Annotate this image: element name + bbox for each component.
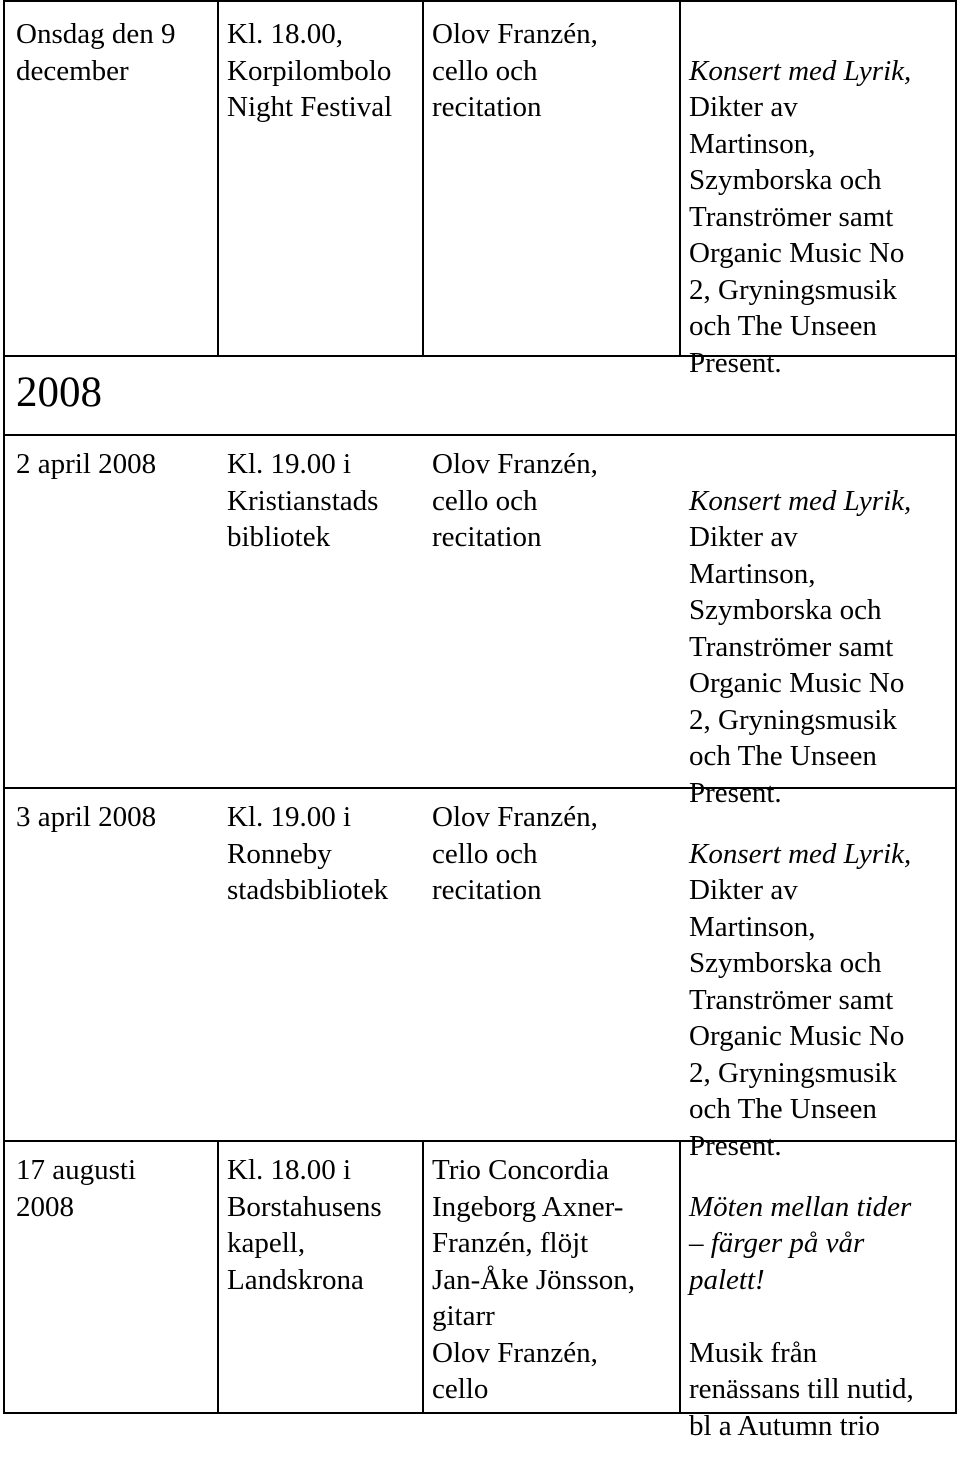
event-date: 17 augusti 2008: [16, 1154, 137, 1223]
event-program: [689, 799, 951, 1201]
column-divider: [422, 2, 424, 355]
column-divider: [422, 1140, 424, 1414]
event-performers: Olov Franzén, cello och recitation: [432, 18, 598, 123]
program-body: Dikter av Martinson, Szymborska och Tranströmer samt Organic Music No 2, Gryningsmusik och The Unseen Present.: [689, 521, 905, 809]
program-title: Konsert med Lyrik,: [689, 484, 912, 517]
program-body: Dikter av Martinson, Szymborska och Tranströmer samt Organic Music No 2, Gryningsmusik och The Unseen Present.: [689, 874, 905, 1162]
event-performers: Olov Franzén, cello och recitation: [432, 448, 598, 553]
row-divider: [5, 434, 955, 436]
concert-schedule-table: [3, 0, 957, 1442]
column-divider: [217, 2, 219, 355]
event-program: [689, 1152, 951, 1481]
column-divider: [217, 1140, 219, 1414]
event-time-place: Kl. 18.00 i Borstahusens kapell, Landskrona: [227, 1154, 382, 1296]
column-divider: [679, 1140, 681, 1414]
program-title: Möten mellan tider – färger på vår palett!: [689, 1190, 912, 1296]
year-heading: 2008: [16, 369, 102, 416]
event-performers: Trio Concordia Ingeborg Axner- Franzén, flöjt Jan-Åke Jönsson, gitarr Olov Franzén, cello: [432, 1154, 635, 1405]
column-divider: [679, 2, 681, 355]
program-body: Musik från renässans till nutid, bl a Autumn trio: [689, 1336, 914, 1442]
program-title: Konsert med Lyrik,: [689, 54, 912, 87]
event-date: 3 april 2008: [16, 801, 157, 833]
event-program: [689, 446, 951, 848]
event-time-place: Kl. 19.00 i Kristianstads bibliotek: [227, 448, 379, 553]
event-date: Onsdag den 9 december: [16, 18, 176, 87]
event-date: 2 april 2008: [16, 448, 157, 480]
event-time-place: Kl. 18.00, Korpilombolo Night Festival: [227, 18, 393, 123]
event-program: [689, 16, 951, 418]
event-time-place: Kl. 19.00 i Ronneby stadsbibliotek: [227, 801, 389, 906]
event-performers: Olov Franzén, cello och recitation: [432, 801, 598, 906]
program-title: Konsert med Lyrik,: [689, 837, 912, 870]
program-body: Dikter av Martinson, Szymborska och Tranströmer samt Organic Music No 2, Gryningsmusik och The Unseen Present.: [689, 91, 905, 379]
